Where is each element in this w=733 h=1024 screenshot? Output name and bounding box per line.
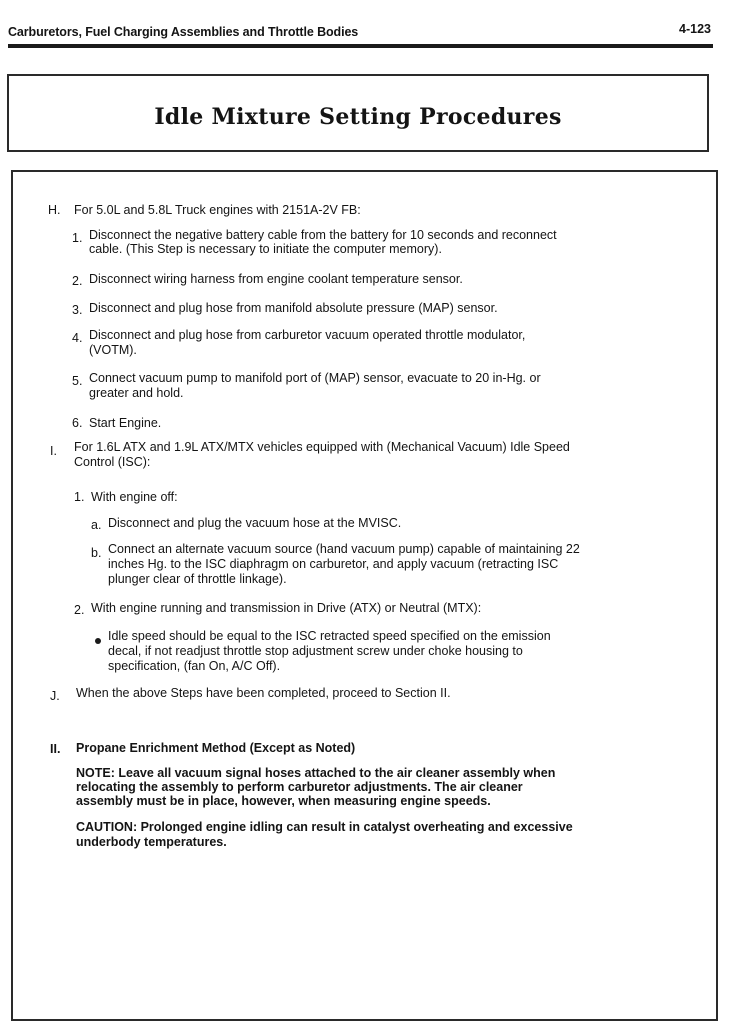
i-sub-a-marker: a. <box>91 518 102 532</box>
h-step-5-line-1: Connect vacuum pump to manifold port of (MAP) sensor, evacuate to 20 in-Hg. or <box>89 371 541 385</box>
note-line-1: NOTE: Leave all vacuum signal hoses attached to the air cleaner assembly when <box>76 766 556 780</box>
i-bullet-line-2: decal, if not readjust throttle stop adjustment screw under choke housing to <box>108 644 523 658</box>
h-step-1-line-2: cable. (This Step is necessary to initiate the computer memory). <box>89 242 442 256</box>
i-step-1-marker: 1. <box>74 490 85 504</box>
section-h-text: For 5.0L and 5.8L Truck engines with 2151A-2V FB: <box>74 203 361 217</box>
h-step-6-line-1: Start Engine. <box>89 416 162 430</box>
bullet-icon <box>95 638 101 644</box>
h-step-4-line-1: Disconnect and plug hose from carburetor vacuum operated throttle modulator, <box>89 328 526 342</box>
page-title: Idle Mixture Setting Procedures <box>154 104 562 130</box>
note-line-2: relocating the assembly to perform carburetor adjustments. The air cleaner <box>76 780 523 794</box>
i-step-1-text: With engine off: <box>91 490 178 504</box>
h-step-5-line-2: greater and hold. <box>89 386 184 400</box>
h-step-6-marker: 6. <box>72 416 83 430</box>
section-i-marker: I. <box>50 444 57 458</box>
h-step-1-line-1: Disconnect the negative battery cable from the battery for 10 seconds and reconnect <box>89 228 557 242</box>
section-j-text: When the above Steps have been completed, proceed to Section II. <box>76 686 451 700</box>
i-sub-b-line-2: inches Hg. to the ISC diaphragm on carburetor, and apply vacuum (retracting ISC <box>108 557 559 571</box>
page-header <box>8 18 713 48</box>
h-step-2-marker: 2. <box>72 274 83 288</box>
section-i-line-2: Control (ISC): <box>74 455 151 469</box>
i-bullet-line-3: specification, (fan On, A/C Off). <box>108 659 281 673</box>
i-sub-b-line-1: Connect an alternate vacuum source (hand vacuum pump) capable of maintaining 22 <box>108 542 580 556</box>
section-ii-marker: II. <box>50 742 61 756</box>
note-line-3: assembly must be in place, however, when measuring engine speeds. <box>76 794 491 808</box>
h-step-3-line-1: Disconnect and plug hose from manifold absolute pressure (MAP) sensor. <box>89 301 498 315</box>
i-step-2-text: With engine running and transmission in Drive (ATX) or Neutral (MTX): <box>91 601 482 615</box>
i-step-2-marker: 2. <box>74 603 85 617</box>
h-step-5-marker: 5. <box>72 374 83 388</box>
section-j-marker: J. <box>50 689 60 703</box>
h-step-4-line-2: (VOTM). <box>89 343 137 357</box>
title-box <box>7 74 709 152</box>
i-sub-b-line-3: plunger clear of throttle linkage). <box>108 572 287 586</box>
i-bullet-line-1: Idle speed should be equal to the ISC retracted speed specified on the emission <box>108 629 551 643</box>
h-step-2-line-1: Disconnect wiring harness from engine coolant temperature sensor. <box>89 272 463 286</box>
i-sub-b-marker: b. <box>91 546 102 560</box>
h-step-3-marker: 3. <box>72 303 83 317</box>
page-number: 4-123 <box>679 22 711 36</box>
section-h-marker: H. <box>48 203 61 217</box>
section-ii-heading: Propane Enrichment Method (Except as Noted) <box>76 741 356 755</box>
caution-line-2: underbody temperatures. <box>76 835 227 849</box>
i-sub-a-text: Disconnect and plug the vacuum hose at the MVISC. <box>108 516 402 530</box>
caution-line-1: CAUTION: Prolonged engine idling can result in catalyst overheating and excessive <box>76 820 573 834</box>
content-box <box>11 170 718 1021</box>
section-i-line-1: For 1.6L ATX and 1.9L ATX/MTX vehicles equipped with (Mechanical Vacuum) Idle Speed <box>74 440 570 454</box>
header-title: Carburetors, Fuel Charging Assemblies and Throttle Bodies <box>8 25 359 39</box>
h-step-4-marker: 4. <box>72 331 83 345</box>
h-step-1-marker: 1. <box>72 231 83 245</box>
